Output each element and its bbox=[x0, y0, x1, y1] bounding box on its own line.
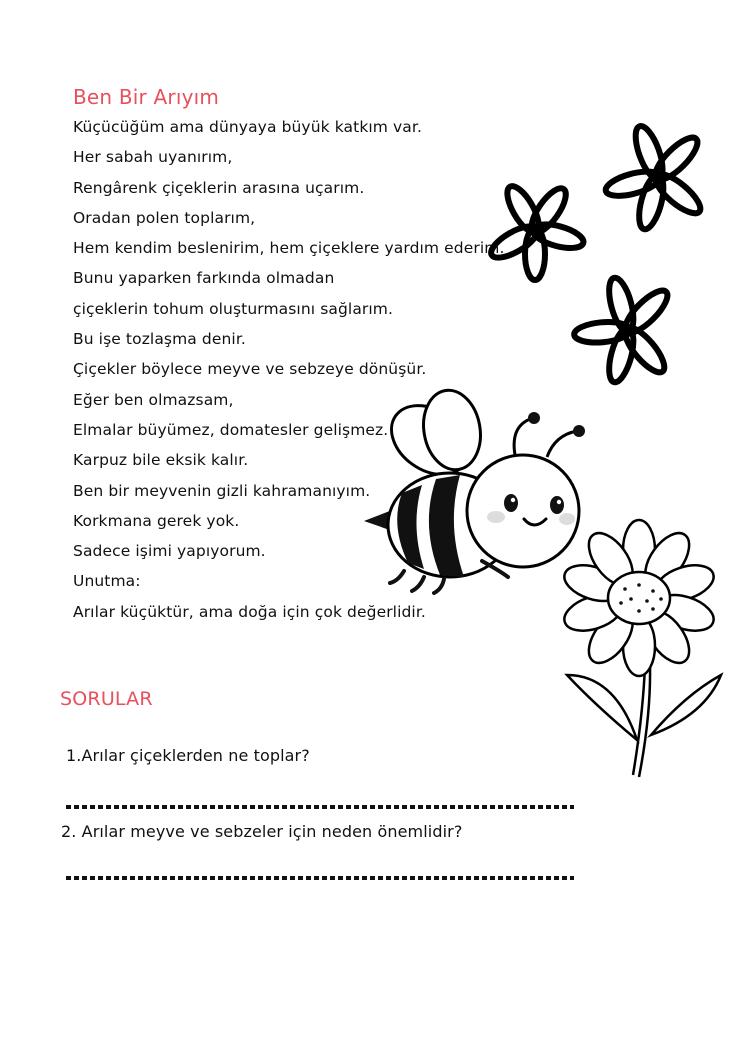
poem-line: Her sabah uyanırım, bbox=[73, 148, 233, 167]
poem-line: çiçeklerin tohum oluşturmasını sağlarım. bbox=[73, 299, 394, 318]
poem-line: Hem kendim beslenirim, hem çiçeklere yardım ederim. bbox=[73, 239, 505, 258]
poem-line: Sadece işimi yapıyorum. bbox=[73, 542, 266, 561]
poem-line: Oradan polen toplarım, bbox=[73, 208, 256, 227]
answer-line-1[interactable] bbox=[66, 805, 574, 809]
page-title: Ben Bir Arıyım bbox=[73, 85, 220, 110]
poem-line: Eğer ben olmazsam, bbox=[73, 390, 234, 409]
questions-heading: SORULAR bbox=[60, 688, 153, 710]
poem-line: Elmalar büyümez, domatesler gelişmez. bbox=[73, 420, 389, 439]
flower-outline-icon bbox=[568, 262, 688, 402]
daisy-icon bbox=[555, 515, 735, 785]
question-2: 2. Arılar meyve ve sebzeler için neden önemlidir? bbox=[61, 822, 463, 841]
poem-line: Bu işe tozlaşma denir. bbox=[73, 330, 246, 349]
poem-line: Küçücüğüm ama dünyaya büyük katkım var. bbox=[73, 118, 422, 136]
poem-line: Karpuz bile eksik kalır. bbox=[73, 451, 249, 470]
poem-line: Rengârenk çiçeklerin arasına uçarım. bbox=[73, 178, 365, 197]
poem-line: Bunu yaparken farkında olmadan bbox=[73, 269, 335, 288]
poem-line: Çiçekler böylece meyve ve sebzeye dönüşür. bbox=[73, 360, 427, 379]
answer-line-2[interactable] bbox=[66, 876, 574, 880]
poem-line: Unutma: bbox=[73, 572, 141, 591]
poem-line: Arılar küçüktür, ama doğa için çok değerlidir. bbox=[73, 602, 426, 621]
poem-line: Ben bir meyvenin gizli kahramanıyım. bbox=[73, 481, 371, 500]
flower-outline-icon bbox=[596, 112, 716, 242]
poem-line: Korkmana gerek yok. bbox=[73, 511, 240, 530]
question-1: 1.Arılar çiçeklerden ne toplar? bbox=[66, 746, 310, 765]
